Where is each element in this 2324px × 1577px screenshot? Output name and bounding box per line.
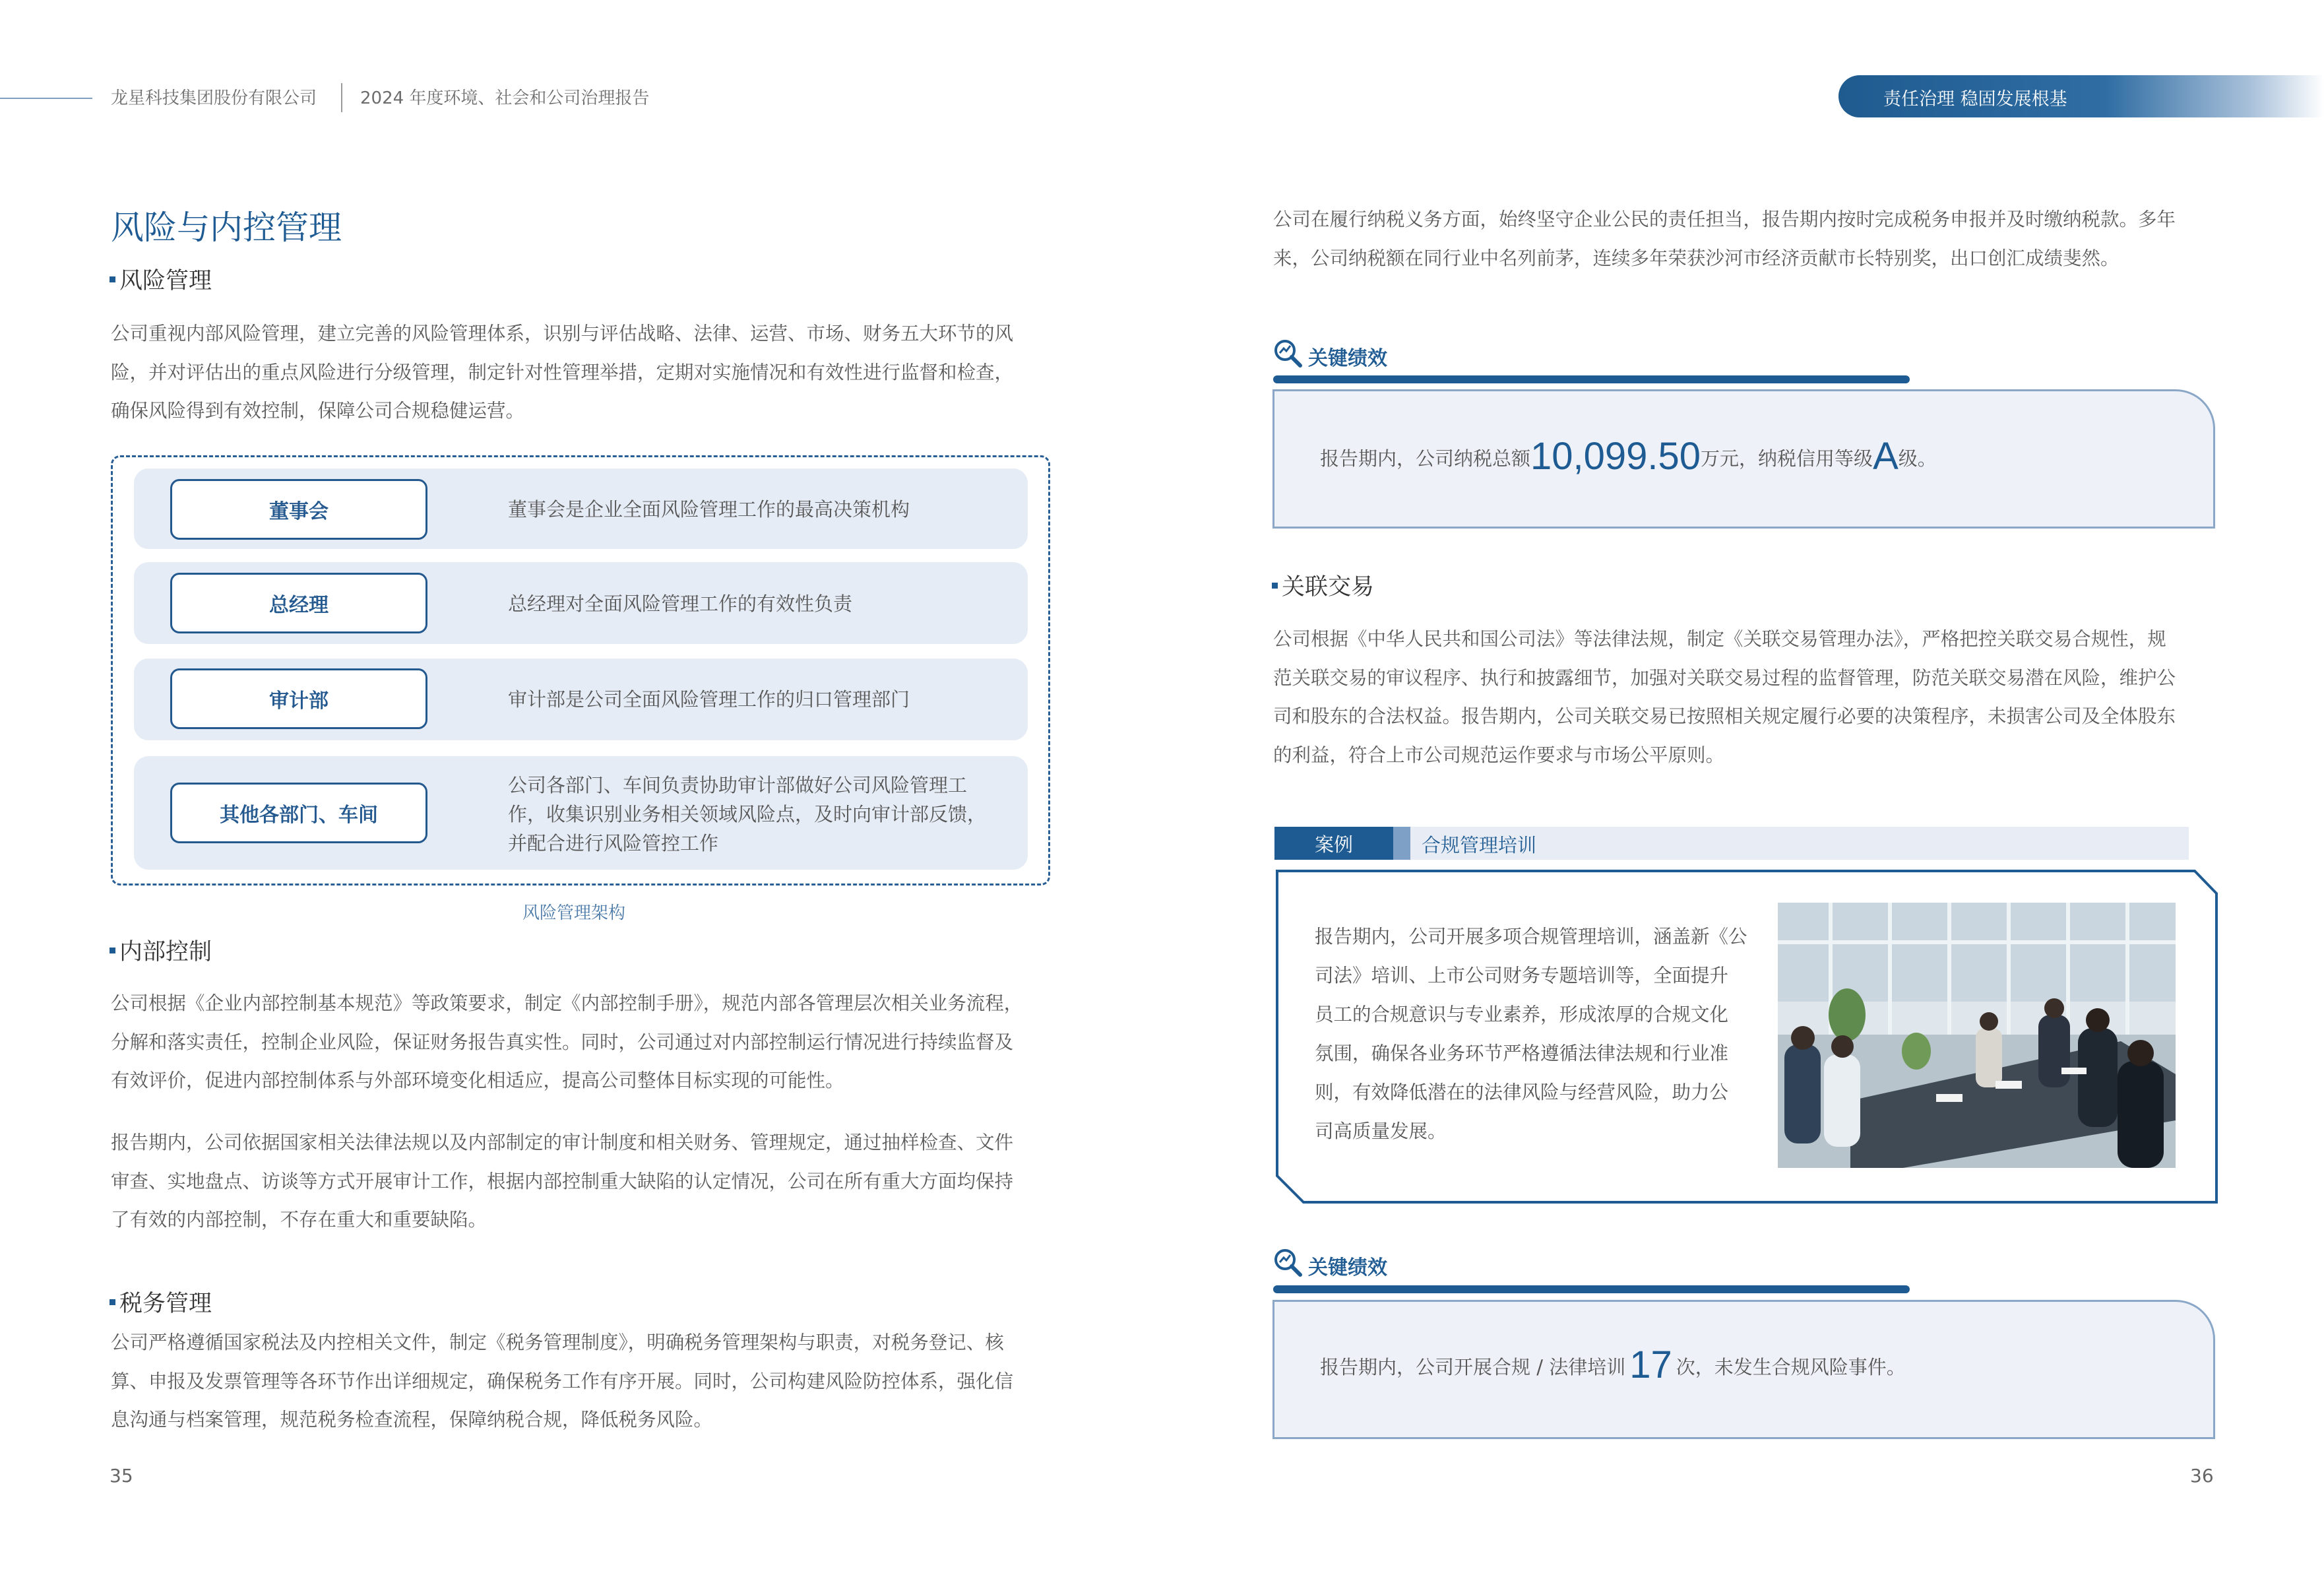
section-tag: 责任治理 稳固发展根基: [1883, 89, 2067, 110]
case-tag-accent: [1393, 827, 1410, 860]
training-meeting-photo: [1778, 903, 2176, 1168]
header-divider: [341, 83, 342, 112]
magnifier-chart-icon: [1272, 1247, 1303, 1277]
structure-desc: 董事会是企业全面风险管理工作的最高决策机构: [508, 498, 910, 521]
key-performance-training-text: 报告期内，公司开展合规 / 法律培训 17 次，未发生合规风险事件。: [1320, 1343, 1906, 1386]
key-performance-heading: 关键绩效: [1308, 347, 1387, 370]
structure-desc: 公司各部门、车间负责协助审计部做好公司风险管理工 作，收集识别业务相关领域风险点，及时向审计部反馈， 并配合进行风险管控工作: [508, 774, 987, 854]
structure-node-gm: 总经理: [170, 573, 427, 633]
training-count-value: 17: [1629, 1343, 1672, 1386]
internal-control-paragraph-1: 公司根据《企业内部控制基本规范》等政策要求，制定《内部控制手册》，规范内部各管理层次相关业务流程， 分解和落实责任，控制企业风险，保证财务报告真实性。同时，公司通过对内部控制运行情况进行持续监督及 有效评价，促进内部控制体系与外部环境变化相适应，提高公司整体目标实现的可能性。: [111, 992, 1023, 1091]
risk-heading: 风险管理: [110, 263, 212, 296]
page-number-left: 35: [110, 1465, 133, 1487]
page-number-right: 36: [2190, 1465, 2214, 1487]
tax-heading: 税务管理: [110, 1285, 212, 1318]
structure-caption: 风险管理架构: [522, 903, 626, 923]
case-title-bar: [1274, 827, 2189, 860]
case-tag: 案例: [1274, 827, 1393, 860]
report-title: 2024 年度环境、社会和公司治理报告: [360, 88, 650, 108]
magnifier-chart-icon: [1272, 338, 1303, 368]
case-paragraph: 报告期内，公司开展多项合规管理培训，涵盖新《公 司法》培训、上市公司财务专题培训等，全面提升 员工的合规意识与专业素养，形成浓厚的合规文化 氛围，确保各业务环节严格遵循法律法规和行业准 则，有效降低潜在的法律风险与经营风险，助力公 司高质量发展。: [1315, 926, 1747, 1142]
key-performance-bar: [1273, 375, 1910, 383]
case-title: 合规管理培训: [1422, 834, 1537, 856]
structure-desc: 审计部是公司全面风险管理工作的归口管理部门: [508, 688, 910, 711]
internal-control-heading: 内部控制: [110, 934, 212, 967]
internal-control-paragraph-2: 报告期内，公司依据国家相关法律法规以及内部制定的审计制度和相关财务、管理规定，通过抽样检查、文件 审查、实地盘点、访谈等方式开展审计工作，根据内部控制重大缺陷的认定情况，公司在所有重大方面均保持 了有效的内部控制，不存在重大和重要缺陷。: [111, 1132, 1014, 1231]
key-performance-heading: 关键绩效: [1308, 1256, 1387, 1279]
related-transactions-heading: 关联交易: [1272, 569, 1374, 602]
related-transactions-paragraph: 公司根据《中华人民共和国公司法》等法律法规，制定《关联交易管理办法》，严格把控关联交易合规性，规 范关联交易的审议程序、执行和披露细节，加强对关联交易过程的监督管理，防范关联交易潜在风险，维护公 司和股东的合法权益。报告期内，公司关联交易已按照相关规定履行必要的决策程序，未损害公司及全体股东 的利益，符合上市公司规范运作要求与市场公平原则。: [1273, 628, 2176, 766]
page-title: 风险与内控管理: [111, 209, 342, 247]
tax-paragraph: 公司严格遵循国家税法及内控相关文件，制定《税务管理制度》，明确税务管理架构与职责，对税务登记、核 算、申报及发票管理等各环节作出详细规定，确保税务工作有序开展。同时，公司构建风险防控体系，强化信 息沟通与档案管理，规范税务检查流程，保障纳税合规，降低税务风险。: [111, 1332, 1014, 1431]
header-rule: [0, 98, 92, 99]
structure-node-board: 董事会: [170, 479, 427, 540]
tax-total-value: 10,099.50: [1530, 435, 1701, 478]
structure-node-departments: 其他各部门、车间: [170, 783, 427, 843]
company-name: 龙星科技集团股份有限公司: [111, 88, 317, 108]
structure-node-audit: 审计部: [170, 668, 427, 729]
tax-credit-grade: A: [1873, 435, 1899, 478]
key-performance-tax-text: 报告期内，公司纳税总额10,099.50万元，纳税信用等级A级。: [1320, 435, 1937, 478]
key-performance-bar: [1273, 1285, 1910, 1293]
tax-obligation-paragraph: 公司在履行纳税义务方面，始终坚守企业公民的责任担当，报告期内按时完成税务申报并及时缴纳税款。多年 来，公司纳税额在同行业中名列前茅，连续多年荣获沙河市经济贡献市长特别奖，出口创汇成绩斐然。: [1273, 209, 2176, 269]
structure-desc: 总经理对全面风险管理工作的有效性负责: [508, 593, 853, 615]
risk-paragraph: 公司重视内部风险管理，建立完善的风险管理体系，识别与评估战略、法律、运营、市场、财务五大环节的风 险，并对评估出的重点风险进行分级管理，制定针对性管理举措，定期对实施情况和有效性进行监督和检查， 确保风险得到有效控制，保障公司合规稳健运营。: [111, 323, 1014, 422]
